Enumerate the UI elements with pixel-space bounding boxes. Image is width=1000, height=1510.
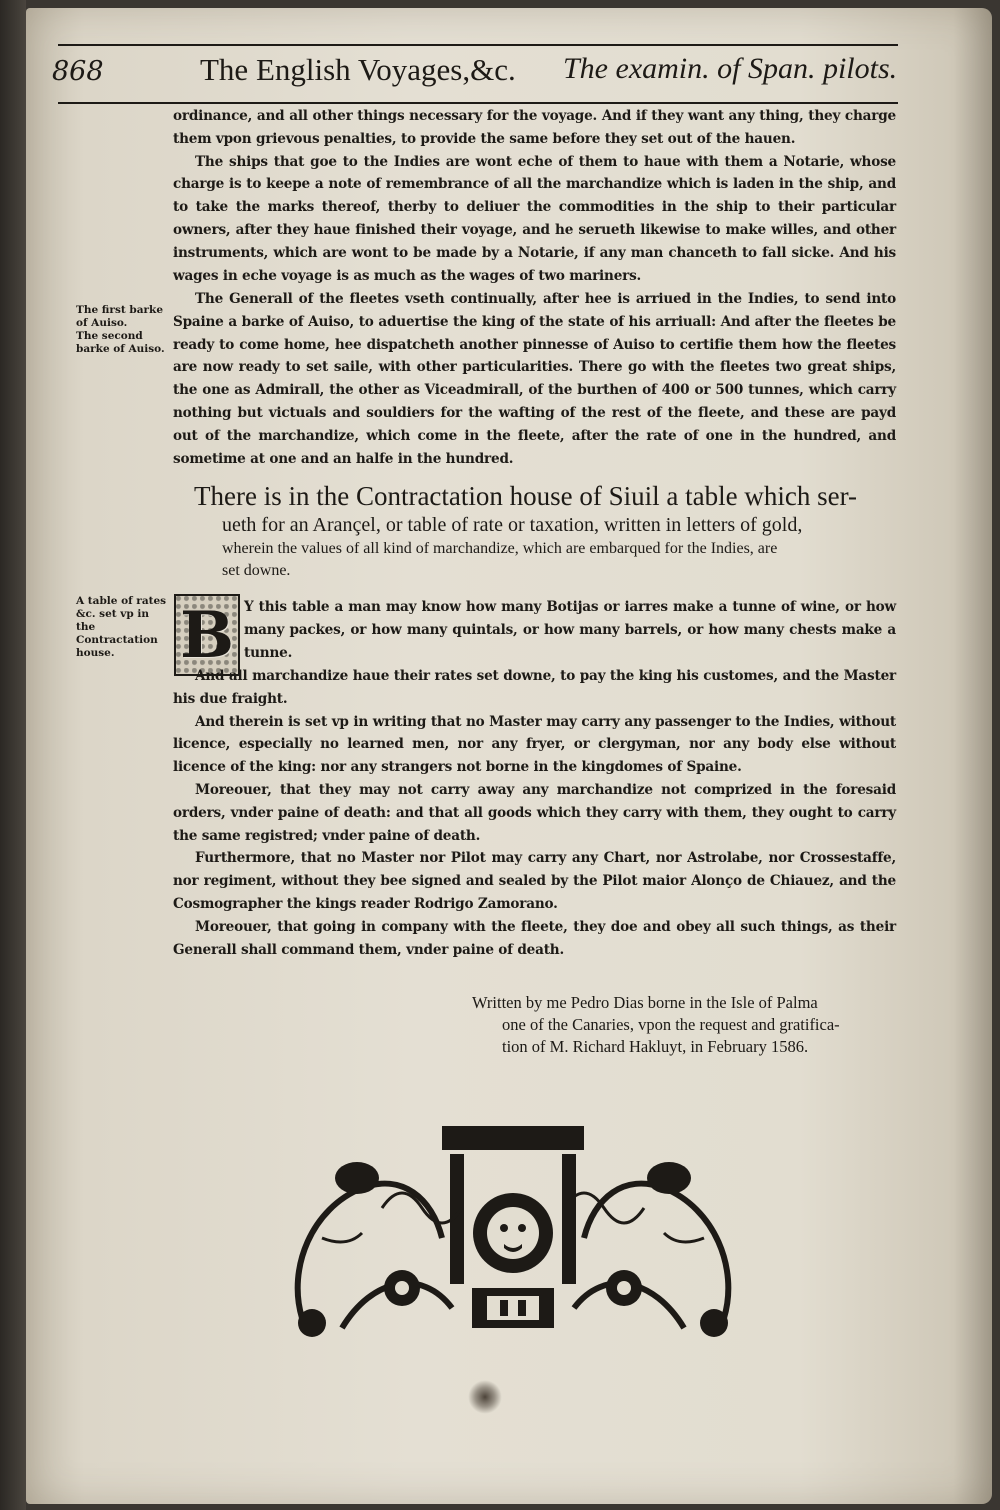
body-text-generall: [173, 288, 896, 470]
heading-line: set downe.: [222, 562, 291, 579]
woodcut-ornament: [282, 1118, 744, 1346]
page-stain: [468, 1380, 502, 1414]
heading-line: There is in the Contractation house of Siuil a table which ser-: [194, 481, 858, 511]
signature-line: one of the Canaries, vpon the request and gratifica-: [502, 1015, 840, 1034]
running-head-section: The examin. of Span. pilots.: [563, 52, 898, 85]
body-text-table-first: [244, 596, 896, 664]
paragraph: Furthermore, that no Master nor Pilot may carry any Chart, nor Astrolabe, nor Crossestaffe, nor regiment, without they bee signed and sealed by the Pilot maior Alonço de Chiauez, and the Cosmographer the kings reader Rodrigo Zamorano.: [173, 850, 896, 912]
heading-line: wherein the values of all kind of marchandize, which are embarqued for the Indies, are: [222, 540, 778, 557]
paragraph: Moreouer, that going in company with the fleete, they doe and obey all such things, as their Generall shall command them, vnder paine of death.: [173, 918, 896, 958]
section-heading: [194, 480, 900, 582]
paragraph: The ships that goe to the Indies are wont eche of them to haue with them a Notarie, whose charge is to keepe a note of remembrance of all the marchandize which is laden in the ship, and to take the marks thereof, therby to deliuer the commodities in the ship to their particular owners, after they haue finished their voyage, and he serueth likewise to make willes, and other instruments, which are wont to be made by a Notarie, if any man chanceth to fall sicke. And his wages in eche voyage is as much as the wages of two mariners.: [173, 153, 896, 284]
signature-line: tion of M. Richard Hakluyt, in February 1586.: [502, 1037, 809, 1056]
paragraph: Moreouer, that they may not carry away any marchandize not comprized in the foresaid orders, vnder paine of death: and that all goods which they carry with them, they ought to carry the same registred; vnder paine of death.: [173, 781, 896, 844]
heading-line: ueth for an Arançel, or table of rate or taxation, written in letters of gold,: [222, 514, 803, 536]
margin-note-table: A table of rates &c. set vp in the Contractation house.: [76, 595, 167, 659]
initial-letter: B: [179, 598, 235, 673]
margin-note-line: The second barke of Auiso.: [76, 330, 165, 355]
paragraph: The Generall of the fleetes vseth continually, after hee is arriued in the Indies, to send into Spaine a barke of Auiso, to aduertise the king of the state of his arriuall: And after the fleetes be ready to come home, hee dispatcheth another pinnesse of Auiso to certifie them how the fleetes are now ready to set saile, with other particularities. There go with the fleetes two great ships, the one as Admirall, the other as Viceadmirall, of the burthen of 400 or 500 tunnes, which carry nothing but victuals and souldiers for the wafting of the rest of the fleete, and these are payd out of the marchandize, which come in the fleete, after the rate of one in the hundred, and sometime at one and an halfe in the hundred.: [173, 291, 896, 467]
margin-note-line: The first barke of Auiso.: [76, 304, 163, 329]
page-number: 868: [52, 56, 104, 87]
body-text-top: [173, 105, 896, 287]
paragraph: ordinance, and all other things necessary for the voyage. And if they want any thing, they charge them vpon grievous penalties, to provide the same before they set out of the hauen.: [173, 108, 896, 147]
decorated-initial: [174, 594, 240, 676]
body-text-rules: [173, 665, 896, 961]
paragraph: And therein is set vp in writing that no Master may carry any passenger to the Indies, without licence, especially no learned men, nor any fryer, or clergyman, nor any body else without licence of the king: nor any strangers not borne in the kingdomes of Spaine.: [173, 713, 896, 776]
signature-line: Written by me Pedro Dias borne in the Isle of Palma: [472, 993, 818, 1012]
signature-block: [472, 992, 892, 1058]
paragraph: And all marchandize haue their rates set downe, to pay the king his customes, and the Master his due fraight.: [173, 668, 896, 707]
paragraph: Y this table a man may know how many Botijas or iarres make a tunne of wine, or how many packes, or how many quintals, or how many barrels, or how many chests make a tunne.: [244, 599, 896, 661]
running-title: The English Voyages,&c.: [200, 52, 516, 87]
margin-note-auiso: [76, 304, 172, 356]
book-gutter: [0, 0, 26, 1510]
